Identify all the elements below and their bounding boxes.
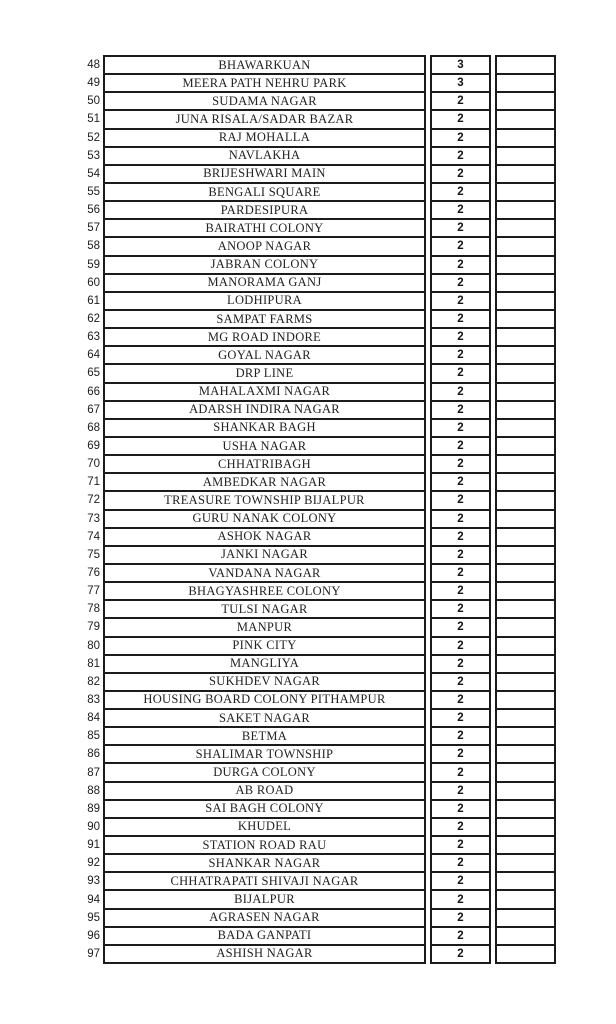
table-row [59,672,556,692]
row-number: 86 [87,748,100,761]
row-number: 68 [87,421,100,434]
table-row [59,309,556,329]
count-cell: 2 [430,835,491,855]
count-cell: 2 [430,363,491,383]
location-name-cell: RAJ MOHALLA [103,128,426,148]
location-name-cell: MAHALAXMI NAGAR [103,382,426,402]
table-row [59,91,556,111]
row-number: 57 [87,222,100,235]
table-row [59,581,556,601]
location-name-cell: SAMPAT FARMS [103,309,426,329]
location-name-cell: BRIJESHWARI MAIN [103,164,426,184]
empty-cell [495,73,556,93]
empty-cell [495,128,556,148]
count-cell: 2 [430,218,491,238]
count-cell: 2 [430,509,491,529]
count-cell: 2 [430,926,491,946]
count-cell: 2 [430,871,491,891]
empty-cell [495,690,556,710]
table-row [59,563,556,583]
count-cell: 3 [430,73,491,93]
empty-cell [495,164,556,184]
empty-cell [495,835,556,855]
table-row [59,327,556,347]
location-name-cell: TREASURE TOWNSHIP BIJALPUR [103,490,426,510]
count-cell: 2 [430,726,491,746]
count-cell: 2 [430,654,491,674]
table-row [59,291,556,311]
location-name-cell: VANDANA NAGAR [103,563,426,583]
location-name-cell: PINK CITY [103,636,426,656]
location-name-cell: SHANKAR NAGAR [103,853,426,873]
count-cell: 2 [430,128,491,148]
table-row [59,218,556,238]
empty-cell [495,889,556,909]
table-row [59,908,556,928]
location-name-cell: ASHOK NAGAR [103,527,426,547]
count-cell: 2 [430,617,491,637]
location-name-cell: JABRAN COLONY [103,255,426,275]
empty-cell [495,454,556,474]
table-row [59,853,556,873]
row-number: 58 [87,240,100,253]
table-row [59,835,556,855]
empty-cell [495,762,556,782]
location-name-cell: SUKHDEV NAGAR [103,672,426,692]
row-number: 82 [87,675,100,688]
row-number: 71 [87,476,100,489]
empty-cell [495,672,556,692]
count-cell: 2 [430,944,491,964]
row-number: 51 [87,113,100,126]
row-number: 96 [87,929,100,942]
empty-cell [495,345,556,365]
locations-table [59,55,556,964]
location-name-cell: ASHISH NAGAR [103,944,426,964]
count-cell: 2 [430,327,491,347]
table-row [59,490,556,510]
count-cell: 2 [430,545,491,565]
table-row [59,599,556,619]
row-number: 55 [87,186,100,199]
table-row [59,617,556,637]
table-row [59,273,556,293]
location-name-cell: BETMA [103,726,426,746]
row-number: 78 [87,603,100,616]
empty-cell [495,871,556,891]
table-row [59,817,556,837]
location-name-cell: BADA GANPATI [103,926,426,946]
table-row [59,726,556,746]
row-number: 48 [87,59,100,72]
location-name-cell: ADARSH INDIRA NAGAR [103,400,426,420]
empty-cell [495,944,556,964]
empty-cell [495,781,556,801]
row-number: 88 [87,784,100,797]
location-name-cell: STATION ROAD RAU [103,835,426,855]
empty-cell [495,472,556,492]
location-name-cell: CHHATRIBAGH [103,454,426,474]
location-name-cell: SAKET NAGAR [103,708,426,728]
count-cell: 3 [430,55,491,75]
row-number: 79 [87,621,100,634]
empty-cell [495,309,556,329]
count-cell: 2 [430,853,491,873]
location-name-cell: CHHATRAPATI SHIVAJI NAGAR [103,871,426,891]
count-cell: 2 [430,690,491,710]
empty-cell [495,853,556,873]
count-cell: 2 [430,236,491,256]
table-row [59,636,556,656]
location-name-cell: JUNA RISALA/SADAR BAZAR [103,109,426,129]
count-cell: 2 [430,636,491,656]
location-name-cell: JANKI NAGAR [103,545,426,565]
row-number: 63 [87,331,100,344]
location-name-cell: MANORAMA GANJ [103,273,426,293]
empty-cell [495,55,556,75]
table-row [59,871,556,891]
count-cell: 2 [430,400,491,420]
table-row [59,509,556,529]
row-number: 53 [87,149,100,162]
empty-cell [495,91,556,111]
location-name-cell: SHANKAR BAGH [103,418,426,438]
count-cell: 2 [430,908,491,928]
count-cell: 2 [430,255,491,275]
empty-cell [495,908,556,928]
table-row [59,128,556,148]
table-row [59,527,556,547]
count-cell: 2 [430,490,491,510]
row-number: 64 [87,349,100,362]
count-cell: 2 [430,762,491,782]
row-number: 69 [87,440,100,453]
table-row [59,345,556,365]
empty-cell [495,617,556,637]
empty-cell [495,400,556,420]
row-number: 87 [87,766,100,779]
location-name-cell: DRP LINE [103,363,426,383]
row-number: 60 [87,276,100,289]
row-number: 66 [87,385,100,398]
empty-cell [495,363,556,383]
location-name-cell: SHALIMAR TOWNSHIP [103,744,426,764]
count-cell: 2 [430,708,491,728]
empty-cell [495,200,556,220]
empty-cell [495,799,556,819]
count-cell: 2 [430,563,491,583]
row-number: 74 [87,530,100,543]
location-name-cell: BHAWARKUAN [103,55,426,75]
row-number: 77 [87,585,100,598]
count-cell: 2 [430,345,491,365]
row-number: 95 [87,911,100,924]
count-cell: 2 [430,291,491,311]
table-row [59,382,556,402]
empty-cell [495,563,556,583]
location-name-cell: HOUSING BOARD COLONY PITHAMPUR [103,690,426,710]
row-number: 81 [87,657,100,670]
empty-cell [495,490,556,510]
location-name-cell: GURU NANAK COLONY [103,509,426,529]
location-name-cell: MANGLIYA [103,654,426,674]
row-number: 52 [87,131,100,144]
table-row [59,926,556,946]
row-number: 94 [87,893,100,906]
row-number: 65 [87,367,100,380]
count-cell: 2 [430,164,491,184]
location-name-cell: NAVLAKHA [103,146,426,166]
location-name-cell: ANOOP NAGAR [103,236,426,256]
row-number: 73 [87,512,100,525]
table-row [59,363,556,383]
count-cell: 2 [430,182,491,202]
table-row [59,762,556,782]
table-row [59,889,556,909]
table-row [59,654,556,674]
table-row [59,799,556,819]
location-name-cell: MANPUR [103,617,426,637]
empty-cell [495,636,556,656]
row-number: 54 [87,167,100,180]
empty-cell [495,255,556,275]
row-number: 70 [87,458,100,471]
table-row [59,236,556,256]
count-cell: 2 [430,472,491,492]
location-name-cell: PARDESIPURA [103,200,426,220]
row-number: 92 [87,857,100,870]
count-cell: 2 [430,382,491,402]
table-row [59,436,556,456]
row-number: 91 [87,839,100,852]
location-name-cell: MEERA PATH NEHRU PARK [103,73,426,93]
table-row [59,708,556,728]
empty-cell [495,418,556,438]
location-name-cell: AB ROAD [103,781,426,801]
row-number: 89 [87,802,100,815]
row-number: 76 [87,567,100,579]
row-number: 84 [87,712,100,725]
empty-cell [495,236,556,256]
table-row [59,400,556,420]
empty-cell [495,581,556,601]
table-row [59,164,556,184]
location-name-cell: BENGALI SQUARE [103,182,426,202]
table-row [59,690,556,710]
row-number: 90 [87,820,100,833]
location-name-cell: TULSI NAGAR [103,599,426,619]
location-name-cell: LODHIPURA [103,291,426,311]
empty-cell [495,327,556,347]
empty-cell [495,436,556,456]
row-number: 62 [87,313,100,326]
empty-cell [495,599,556,619]
location-name-cell: BHAGYASHREE COLONY [103,581,426,601]
row-number: 97 [87,947,100,960]
table-row [59,418,556,438]
row-number: 67 [87,403,100,416]
count-cell: 2 [430,889,491,909]
empty-cell [495,182,556,202]
count-cell: 2 [430,817,491,837]
count-cell: 2 [430,581,491,601]
empty-cell [495,527,556,547]
count-cell: 2 [430,527,491,547]
count-cell: 2 [430,273,491,293]
row-number: 50 [87,95,100,108]
location-name-cell: AGRASEN NAGAR [103,908,426,928]
row-number: 59 [87,258,100,271]
row-number: 56 [87,204,100,217]
location-name-cell: SAI BAGH COLONY [103,799,426,819]
count-cell: 2 [430,799,491,819]
row-number: 83 [87,693,100,706]
table-row [59,744,556,764]
count-cell: 2 [430,146,491,166]
location-name-cell: GOYAL NAGAR [103,345,426,365]
table-row [59,109,556,129]
empty-cell [495,654,556,674]
empty-cell [495,109,556,129]
row-number: 61 [87,294,100,307]
location-name-cell: MG ROAD INDORE [103,327,426,347]
table-row [59,182,556,202]
empty-cell [495,509,556,529]
row-number: 49 [87,77,100,90]
row-number: 75 [87,548,100,561]
empty-cell [495,218,556,238]
count-cell: 2 [430,309,491,329]
empty-cell [495,291,556,311]
table-row [59,255,556,275]
count-cell: 2 [430,109,491,129]
table-row [59,200,556,220]
empty-cell [495,817,556,837]
empty-cell [495,382,556,402]
table-row [59,781,556,801]
empty-cell [495,726,556,746]
count-cell: 2 [430,418,491,438]
table-row [59,472,556,492]
count-cell: 2 [430,436,491,456]
count-cell: 2 [430,454,491,474]
count-cell: 2 [430,91,491,111]
row-number: 80 [87,639,100,652]
table-row [59,146,556,166]
empty-cell [495,545,556,565]
location-name-cell: AMBEDKAR NAGAR [103,472,426,492]
location-name-cell: BIJALPUR [103,889,426,909]
empty-cell [495,146,556,166]
empty-cell [495,708,556,728]
empty-cell [495,273,556,293]
count-cell: 2 [430,744,491,764]
count-cell: 2 [430,200,491,220]
table-row [59,73,556,93]
row-number: 93 [87,875,100,888]
location-name-cell: DURGA COLONY [103,762,426,782]
table-row [59,55,556,75]
location-name-cell: KHUDEL [103,817,426,837]
location-name-cell: SUDAMA NAGAR [103,91,426,111]
count-cell: 2 [430,781,491,801]
empty-cell [495,744,556,764]
empty-cell [495,926,556,946]
count-cell: 2 [430,672,491,692]
location-name-cell: BAIRATHI COLONY [103,218,426,238]
table-row [59,944,556,964]
row-number: 85 [87,730,100,743]
row-number: 72 [87,494,100,507]
count-cell: 2 [430,599,491,619]
table-row [59,545,556,565]
table-row [59,454,556,474]
location-name-cell: USHA NAGAR [103,436,426,456]
